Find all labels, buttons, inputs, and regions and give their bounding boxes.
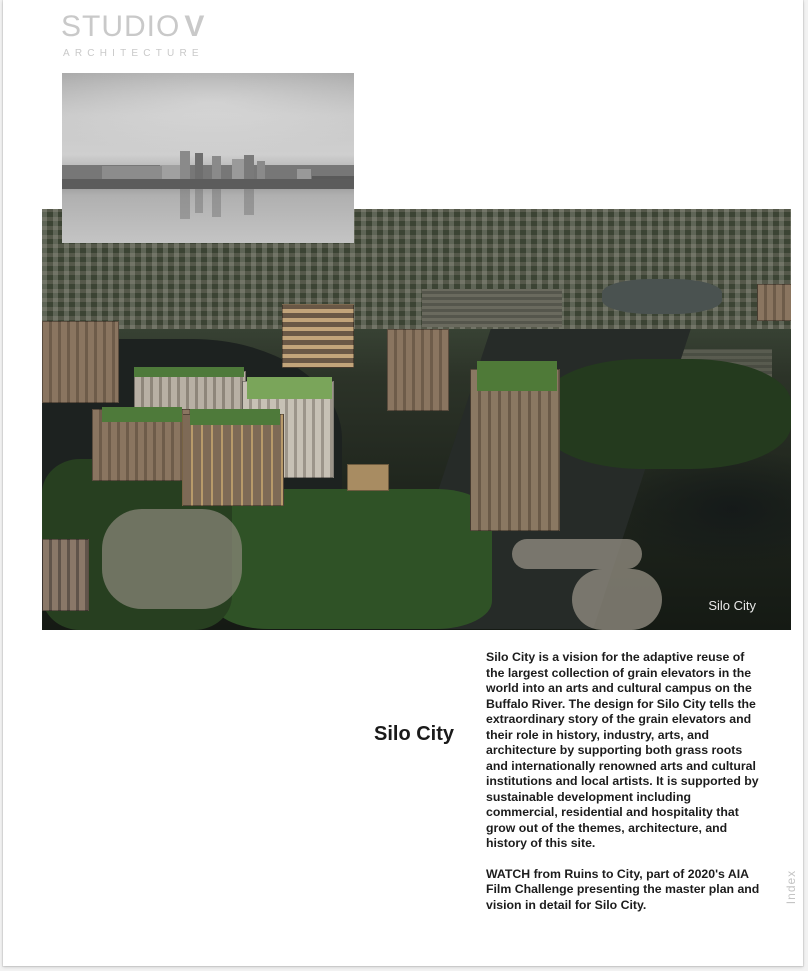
page [3,0,803,966]
watch-paragraph[interactable]: WATCH from Ruins to City, part of 2020's AIA Film Challenge presenting the master plan and vision in detail for Silo City. [486,866,760,912]
aerial-caption: Silo City [708,598,756,613]
logo-accent: V [184,10,206,43]
project-description [486,650,761,928]
description-paragraph: Silo City is a vision for the adaptive reuse of the largest collection of grain elevators in the world into an arts and cultural campus on the Buffalo River. The design for Silo City tells the extraordinary story of the grain elevators and their role in history, industry, arts, and architecture by supporting both grass roots and internationally renowned arts and cultural institutions and local artists. It is supported by sustainable development including commercial, residential and hospitality that grow out of the themes, architecture, and history of this site. [486,650,759,850]
index-link[interactable]: Index [784,869,798,905]
logo-subtitle: ARCHITECTURE [63,48,204,59]
studio-v-logo[interactable] [61,12,205,59]
inset-river-photo [62,73,354,243]
aerial-photo [42,209,791,630]
project-title: Silo City [374,723,455,745]
logo-name: STUDIO [61,10,181,43]
